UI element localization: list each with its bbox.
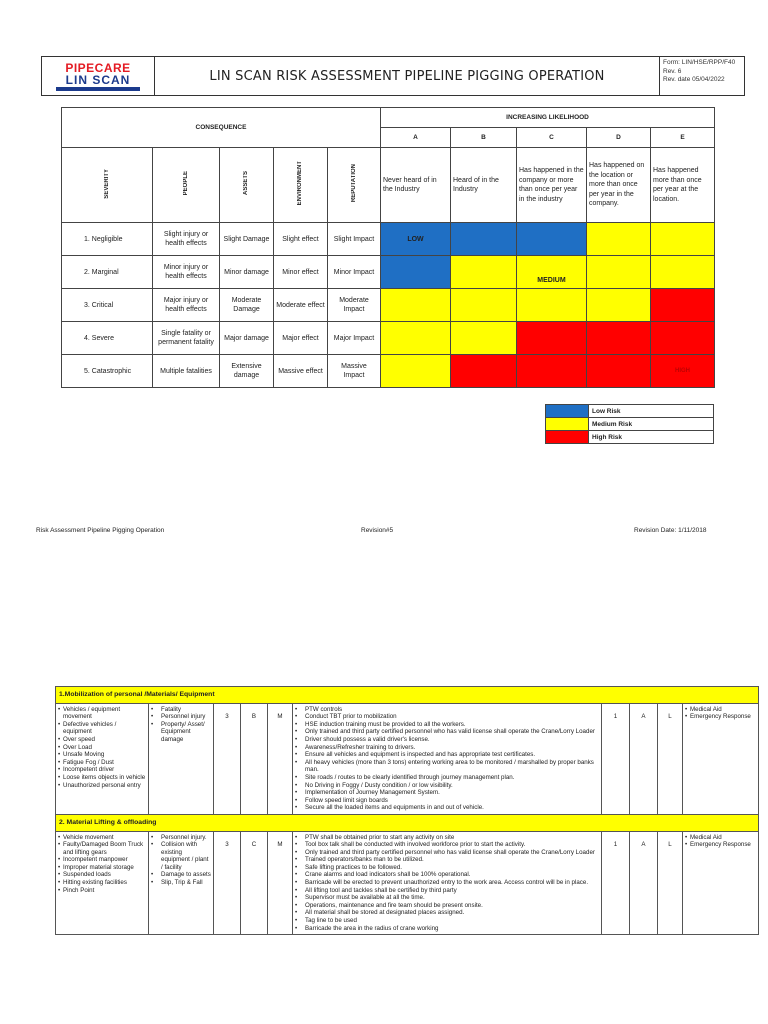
actions-cell: [683, 703, 759, 814]
likelihood-letter: B: [451, 128, 517, 148]
action-list: [685, 706, 756, 721]
risk-assessment-table: [55, 686, 759, 935]
residual-severity: 1: [602, 831, 630, 935]
risk-cell-yellow: [381, 289, 451, 322]
footer-revision: Revision#5: [361, 527, 394, 534]
list-item: • Barricade will be erected to prevent unauthorized entry to the work area. Access control will be in place.: [295, 879, 599, 887]
risk-cell-blue: [381, 223, 451, 256]
initial-likelihood: B: [241, 703, 268, 814]
list-item: • Fatality: [151, 706, 211, 714]
list-item: • No Driving in Foggy / Dusty condition / or low visibility.: [295, 782, 599, 790]
risk-cell-red: [517, 322, 587, 355]
severity-level: 2. Marginal: [62, 256, 153, 289]
list-item: • Vehicle movement: [58, 834, 146, 842]
list-item: • Safe lifting practices to be followed.: [295, 864, 599, 872]
list-item: • Driver should possess a valid driver's license.: [295, 736, 599, 744]
list-item: • HSE induction training must be provided to all the workers.: [295, 721, 599, 729]
list-item: • Unsafe Moving: [58, 751, 146, 759]
list-item: • Personnel injury.: [151, 834, 211, 842]
list-item: • Crane alarms and load indicators shall be 100% operational.: [295, 871, 599, 879]
list-item: • All heavy vehicles (more than 3 tons) entering working area to be monitored / marshalled by proper banks man.: [295, 759, 599, 774]
control-list: [295, 834, 599, 933]
residual-severity: 1: [602, 703, 630, 814]
hazard-list: [58, 834, 146, 895]
list-item: • Pinch Point: [58, 887, 146, 895]
risk-cell-yellow: [587, 223, 651, 256]
residual-risk: L: [658, 703, 683, 814]
list-item: • Collision with existing equipment / plant / facility: [151, 841, 211, 871]
risk-cell-yellow: [651, 256, 715, 289]
consequence-assets: Extensive damage: [220, 355, 274, 388]
risk-legend: [545, 404, 714, 444]
risk-cell-yellow: [381, 355, 451, 388]
consequence-people: Single fatality or permanent fatality: [153, 322, 220, 355]
residual-likelihood: A: [630, 703, 658, 814]
column-header-label: ASSETS: [243, 171, 249, 196]
footer-document-name: Risk Assessment Pipeline Pigging Operation: [36, 527, 165, 534]
list-item: • Emergency Response: [685, 841, 756, 849]
risk-cell-red: [651, 289, 715, 322]
list-item: • Conduct TBT prior to mobilization: [295, 713, 599, 721]
list-item: • Suspended loads: [58, 871, 146, 879]
legend-row: [546, 405, 714, 418]
logo-text-linscan: LIN SCAN: [65, 72, 131, 87]
list-item: • Unauthorized personal entry: [58, 782, 146, 790]
consequence-assets: Slight Damage: [220, 223, 274, 256]
list-item: • Implementation of Journey Management System.: [295, 789, 599, 797]
column-header-label: PEOPLE: [182, 171, 189, 196]
effects-cell: [149, 703, 214, 814]
list-item: • All lifting tool and tackles shall be certified by third party: [295, 887, 599, 895]
risk-level-label: MEDIUM: [537, 277, 566, 284]
consequence-reputation: Moderate Impact: [328, 289, 381, 322]
list-item: • Awareness/Refresher training to drivers.: [295, 744, 599, 752]
list-item: • Hitting existing facilities: [58, 879, 146, 887]
controls-cell: [293, 831, 602, 935]
logo-underline: [56, 87, 140, 91]
residual-likelihood: A: [630, 831, 658, 935]
revision-number: Rev. 6: [663, 67, 682, 75]
list-item: • Tool box talk shall be conducted with involved workforce prior to start the activity.: [295, 841, 599, 849]
severity-level: 5. Catastrophic: [62, 355, 153, 388]
consequence-environment: Slight effect: [274, 223, 328, 256]
consequence-column-header: [62, 148, 153, 223]
initial-likelihood: C: [241, 831, 268, 935]
list-item: • Medical Aid: [685, 706, 756, 714]
column-header-label: ENVIRONMENT: [297, 161, 303, 206]
initial-severity: 3: [214, 703, 241, 814]
consequence-header: CONSEQUENCE: [62, 108, 381, 148]
legend-row: [546, 418, 714, 431]
list-item: • PTW controls: [295, 706, 599, 714]
list-item: • Fatigue Fog / Dust: [58, 759, 146, 767]
consequence-people: Minor injury or health effects: [153, 256, 220, 289]
logo-text-pipecare: PIPECARE: [65, 60, 131, 75]
residual-risk: L: [658, 831, 683, 935]
risk-matrix: [61, 107, 715, 388]
initial-risk: M: [268, 703, 293, 814]
footer-revision-date: Revision Date: 1/11/2018: [634, 527, 707, 534]
list-item: • Damage to assets: [151, 871, 211, 879]
list-item: • Only trained and third party certified personnel who has valid license shall operate the Crane/Lorry Loader: [295, 849, 599, 857]
legend-swatch-red: [546, 431, 589, 444]
likelihood-letter: A: [381, 128, 451, 148]
form-number: Form: LIN/HSE/RPP/F40: [663, 59, 736, 66]
risk-cell-yellow: [451, 322, 517, 355]
legend-label: Medium Risk: [589, 418, 714, 431]
consequence-column-header: [328, 148, 381, 223]
revision-date: Rev. date 05/04/2022: [663, 76, 725, 83]
section-content-row: [56, 831, 759, 935]
list-item: • Incompetent manpower: [58, 856, 146, 864]
severity-row: [62, 256, 715, 289]
consequence-people: Major injury or health effects: [153, 289, 220, 322]
list-item: • Ensure all vehicles and equipment is inspected and has appropriate test certificates.: [295, 751, 599, 759]
effect-list: [151, 706, 211, 744]
section-header-row: [56, 687, 759, 704]
severity-level: 3. Critical: [62, 289, 153, 322]
consequence-reputation: Major Impact: [328, 322, 381, 355]
risk-cell-red: [587, 322, 651, 355]
risk-cell-blue: [451, 223, 517, 256]
consequence-column-header: [220, 148, 274, 223]
list-item: • Defective vehicles / equipment: [58, 721, 146, 736]
consequence-environment: Moderate effect: [274, 289, 328, 322]
hazards-cell: [56, 831, 149, 935]
consequence-environment: Major effect: [274, 322, 328, 355]
risk-level-label: HIGH: [675, 368, 691, 374]
list-item: • Vehicles / equipment movement: [58, 706, 146, 721]
likelihood-description: Has happened more than once per year at the location.: [651, 148, 715, 223]
document-header: [41, 56, 745, 96]
section-title: 1.Mobilization of personal /Materials/ Equipment: [56, 687, 759, 704]
risk-cell-yellow: [517, 256, 587, 289]
severity-row: [62, 289, 715, 322]
risk-cell-yellow: [587, 256, 651, 289]
legend-row: [546, 431, 714, 444]
section-header-row: [56, 814, 759, 831]
risk-cell-red: [651, 322, 715, 355]
severity-row: [62, 322, 715, 355]
list-item: • Secure all the loaded items and equipments in and out of vehicle.: [295, 804, 599, 812]
initial-risk: M: [268, 831, 293, 935]
consequence-assets: Major damage: [220, 322, 274, 355]
list-item: • Medical Aid: [685, 834, 756, 842]
severity-row: [62, 355, 715, 388]
list-item: • Improper material storage: [58, 864, 146, 872]
likelihood-letter: C: [517, 128, 587, 148]
hazards-cell: [56, 703, 149, 814]
list-item: • Tag line to be used: [295, 917, 599, 925]
list-item: • Over speed: [58, 736, 146, 744]
risk-cell-red: [517, 355, 587, 388]
severity-level: 4. Severe: [62, 322, 153, 355]
company-logo: [42, 57, 155, 95]
consequence-people: Multiple fatalities: [153, 355, 220, 388]
list-item: • Personnel injury: [151, 713, 211, 721]
consequence-reputation: Massive Impact: [328, 355, 381, 388]
risk-level-label: LOW: [407, 235, 424, 243]
likelihood-description: Has happened in the company or more than once per year in the industry: [517, 148, 587, 223]
list-item: • Property/ Asset/ Equipment damage: [151, 721, 211, 744]
risk-cell-yellow: [651, 223, 715, 256]
list-item: • All material shall be stored at designated places assigned.: [295, 909, 599, 917]
effects-cell: [149, 831, 214, 935]
legend-label: High Risk: [589, 431, 714, 444]
list-item: • Site roads / routes to be clearly identified through journey management plan.: [295, 774, 599, 782]
list-item: • Incompetent driver: [58, 766, 146, 774]
effect-list: [151, 834, 211, 887]
list-item: • Operations, maintenance and fire team should be present onsite.: [295, 902, 599, 910]
list-item: • Faulty/Damaged Boom Truck and lifting gears: [58, 841, 146, 856]
list-item: • Loose items objects in vehicle: [58, 774, 146, 782]
severity-row: [62, 223, 715, 256]
consequence-environment: Minor effect: [274, 256, 328, 289]
likelihood-description: Has happened on the location or more than once per year in the company.: [587, 148, 651, 223]
likelihood-letter: D: [587, 128, 651, 148]
legend-label: Low Risk: [589, 405, 714, 418]
consequence-reputation: Minor Impact: [328, 256, 381, 289]
consequence-environment: Massive effect: [274, 355, 328, 388]
list-item: • Over Load: [58, 744, 146, 752]
action-list: [685, 834, 756, 849]
list-item: • Only trained and third party certified personnel who has valid license shall operate the Crane/Lorry Loader: [295, 728, 599, 736]
likelihood-header: INCREASING LIKELIHOOD: [381, 108, 715, 128]
consequence-people: Slight injury or health effects: [153, 223, 220, 256]
consequence-column-header: [153, 148, 220, 223]
document-title: LIN SCAN RISK ASSESSMENT PIPELINE PIGGING OPERATION: [155, 57, 660, 95]
risk-cell-blue: [381, 256, 451, 289]
risk-cell-yellow: [381, 322, 451, 355]
section-content-row: [56, 703, 759, 814]
risk-cell-red: [651, 355, 715, 388]
list-item: • Supervisor must be available at all the time.: [295, 894, 599, 902]
legend-swatch-yellow: [546, 418, 589, 431]
hazard-list: [58, 706, 146, 790]
list-item: • Barricade the area in the radius of crane working: [295, 925, 599, 933]
risk-cell-yellow: [587, 289, 651, 322]
severity-level: 1. Negligible: [62, 223, 153, 256]
list-item: • Slip, Trip & Fall: [151, 879, 211, 887]
column-header-label: SEVERITY: [103, 168, 110, 199]
list-item: • Follow speed limit sign boards: [295, 797, 599, 805]
actions-cell: [683, 831, 759, 935]
likelihood-letter: E: [651, 128, 715, 148]
legend-swatch-blue: [546, 405, 589, 418]
list-item: • Trained operators/banks man to be utilized.: [295, 856, 599, 864]
risk-cell-red: [451, 355, 517, 388]
likelihood-description: Never heard of in the Industry: [381, 148, 451, 223]
risk-cell-yellow: [517, 289, 587, 322]
consequence-assets: Minor damage: [220, 256, 274, 289]
control-list: [295, 706, 599, 812]
consequence-reputation: Slight Impact: [328, 223, 381, 256]
consequence-column-header: [274, 148, 328, 223]
likelihood-description: Heard of in the Industry: [451, 148, 517, 223]
risk-cell-yellow: [451, 256, 517, 289]
risk-cell-blue: [517, 223, 587, 256]
risk-cell-yellow: [451, 289, 517, 322]
consequence-assets: Moderate Damage: [220, 289, 274, 322]
list-item: • Emergency Response: [685, 713, 756, 721]
controls-cell: [293, 703, 602, 814]
list-item: • PTW shall be obtained prior to start any activity on site: [295, 834, 599, 842]
section-title: 2. Material Lifting & offloading: [56, 814, 759, 831]
column-header-label: REPUTATION: [350, 164, 357, 203]
initial-severity: 3: [214, 831, 241, 935]
risk-cell-red: [587, 355, 651, 388]
form-meta: [660, 57, 744, 95]
